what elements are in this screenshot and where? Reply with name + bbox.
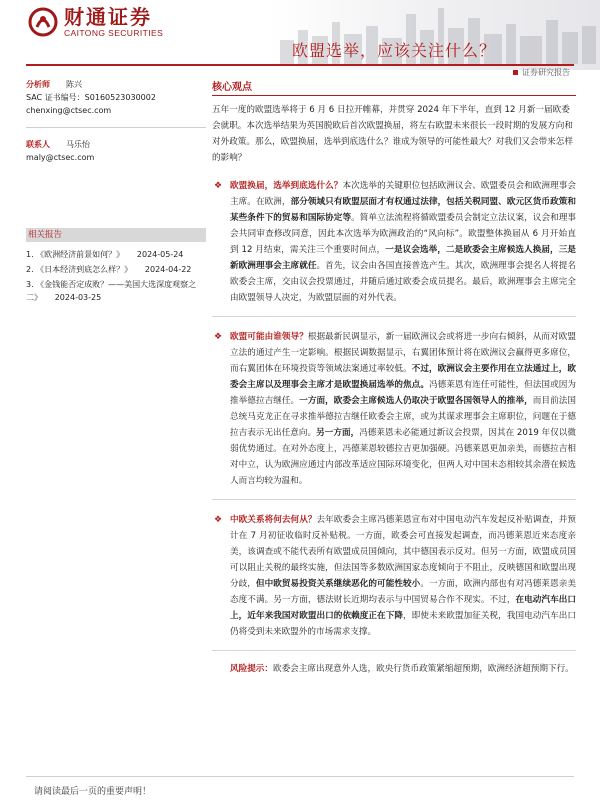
related-reports-header: 相关报告 — [26, 228, 206, 242]
related-reports-list — [26, 248, 206, 304]
report-type-text: 证券研究报告 — [522, 68, 570, 77]
core-title-rule — [212, 95, 576, 96]
caitong-logo — [28, 6, 163, 38]
diamond-bullet-icon: ❖ — [214, 332, 223, 342]
analyst-block — [26, 78, 206, 117]
section-china-eu: ❖ 中欧关系将何去何从？去年欧委会主席冯德莱恩宣布对中国电动汽车发起反补贴调查，并预计在 7 月初征收临时反补贴税。一方面，欧委会可直接发起调查，而冯德莱恩近来态度亲美，该调查或不能代表所有欧盟成员国倾向，其中德国表示反对。但另一方面，欧盟成员国可以阻止关税的最终实施，但法国等多数欧洲国家态度倾向于不阻止，反映德国和欧盟出现分歧，但中欧贸易投资关系继续恶化的可能性较小。一方面，欧洲内部也有对冯德莱恩亲美态度不满。另一方面，德法财长近期均表示与中国贸易合作不现实。不过，在电动汽车出口上，近年来我国对欧盟出口的依赖度正在下降，即使未来欧盟加征关税，我国电动汽车出口仍将受到未来欧盟外的市场需求支撑。 — [212, 512, 576, 640]
contact-name: 马乐怡 — [66, 140, 90, 149]
footer-disclaimer-notice: 请阅读最后一页的重要声明！ — [34, 787, 152, 797]
related-report-item[interactable]: 2. 《日本经济到底怎么样？》 2024-04-22 — [26, 265, 192, 274]
core-views-title: 核心观点 — [212, 82, 252, 93]
report-type-label — [513, 67, 570, 78]
main-content — [212, 78, 576, 677]
diamond-bullet-icon: ❖ — [214, 181, 223, 191]
analyst-email[interactable]: chenxing@ctsec.com — [26, 106, 112, 115]
related-report-item[interactable]: 3. 《金钱能否定成败？——美国大选深度观察之二》 2024-03-25 — [26, 280, 197, 302]
diamond-bullet-icon: ❖ — [214, 515, 223, 525]
risk-warning — [212, 661, 576, 677]
sidebar — [26, 72, 206, 306]
footer-rule — [26, 776, 574, 777]
section-heading: 欧盟可能由谁领导？ — [230, 332, 308, 342]
contact-block — [26, 138, 206, 164]
page-header — [0, 0, 600, 70]
risk-text: 欧委会主席出现意外人选，欧央行货币政策紧缩超预期，欧洲经济超预期下行。 — [272, 664, 574, 674]
logo-en-text: CAITONG SECURITIES — [64, 28, 164, 38]
contact-role: 联系人 — [26, 140, 50, 149]
section-divider — [212, 499, 576, 500]
section-heading: 欧盟换届，选举到底选什么？ — [230, 181, 343, 191]
logo-cn-text: 财通证券 — [64, 5, 152, 29]
section-election: ❖ 欧盟换届，选举到底选什么？本次选举的关键职位包括欧洲议会、欧盟委员会和欧洲理事会主席。在欧洲，部分领域只有欧盟层面才有权通过法律，包括关税同盟、欧元区货币政策和某些条件下的贸易和国际协定等。简单立法流程将循欧盟委员会制定立法议案，议会和理事会共同审查修改同意，因此本次选举为欧洲政治的“风向标”。欧盟整体换届从 6 月开始直到 12 月结束，需关注三个重要时间点，一是议会选举，二是欧委会主席候选人换届，三是新欧洲理事会主席就任。首先，议会由各国直接普选产生。其次，欧洲理事会提名人将提名欧委会主席，交由议会投票通过，并随后通过欧委会成员提名。最后，欧洲理事会主席完全由欧盟领导人决定，为欧盟层面的对外代表。 — [212, 178, 576, 306]
section-leadership: ❖ 欧盟可能由谁领导？根据最新民调显示，新一届欧洲议会或将进一步向右倾斜，从而对欧盟立法的通过产生一定影响。根据民调数据显示，右翼团体预计将在欧洲议会赢得更多席位，而右翼团体在环境投资等领域法案通过率较低。不过，欧洲议会主要作用在立法通过上，欧委会主席以及理事会主席才是欧盟换届选举的焦点。冯德莱恩有连任可能性，但法国或因为推举德拉吉继任。一方面，欧委会主席候选人仍取决于欧盟各国领导人的推举，而目前法国总统马克龙正在寻求推举德拉吉继任欧委会主席，或为其谋求理事会主席职位，问题在于德拉吉表示无出任意向。另一方面，冯德莱恩未必能通过新议会投票，因其在 2019 年仅以微弱优势通过。在对外态度上，冯德莱恩较德拉吉更加强硬。冯德莱恩更加亲美，而德拉吉相对中立，认为欧洲应通过内部改革适应国际环境变化，但两人对中国未态相较其余潜在候选人而言均较为温和。 — [212, 329, 576, 489]
header-rule — [26, 64, 574, 66]
square-bullet-icon — [513, 70, 518, 75]
related-report-item[interactable]: 1. 《欧洲经济前景如何？》 2024-05-24 — [26, 250, 184, 259]
intro-paragraph: 五年一度的欧盟选举将于 6 月 6 日拉开帷幕，并贯穿 2024 年下半年，直到 12 月新一届欧委会就职。本次选举结果为英国脱欧后首次欧盟换届，将左右欧盟未来很长一段时期的发展方向和对外政策。那么，欧盟换届，选举到底选什么？谁成为领导的可能性最大？对我们又会带来怎样的影响？ — [212, 105, 573, 163]
contact-email[interactable]: maly@ctsec.com — [26, 153, 95, 162]
document-title: 欧盟选举，应该关注什么？ — [291, 41, 496, 60]
section-heading: 中欧关系将何去何从？ — [230, 515, 317, 525]
section-divider — [212, 316, 576, 317]
sidebar-divider — [26, 127, 206, 128]
section-divider — [212, 650, 576, 651]
analyst-role: 分析师 — [26, 80, 50, 89]
analyst-name: 陈兴 — [66, 80, 82, 89]
analyst-cert: SAC 证书编号：S0160523030002 — [26, 93, 156, 102]
risk-label: 风险提示： — [230, 664, 273, 674]
logo-emblem-icon — [28, 7, 58, 37]
